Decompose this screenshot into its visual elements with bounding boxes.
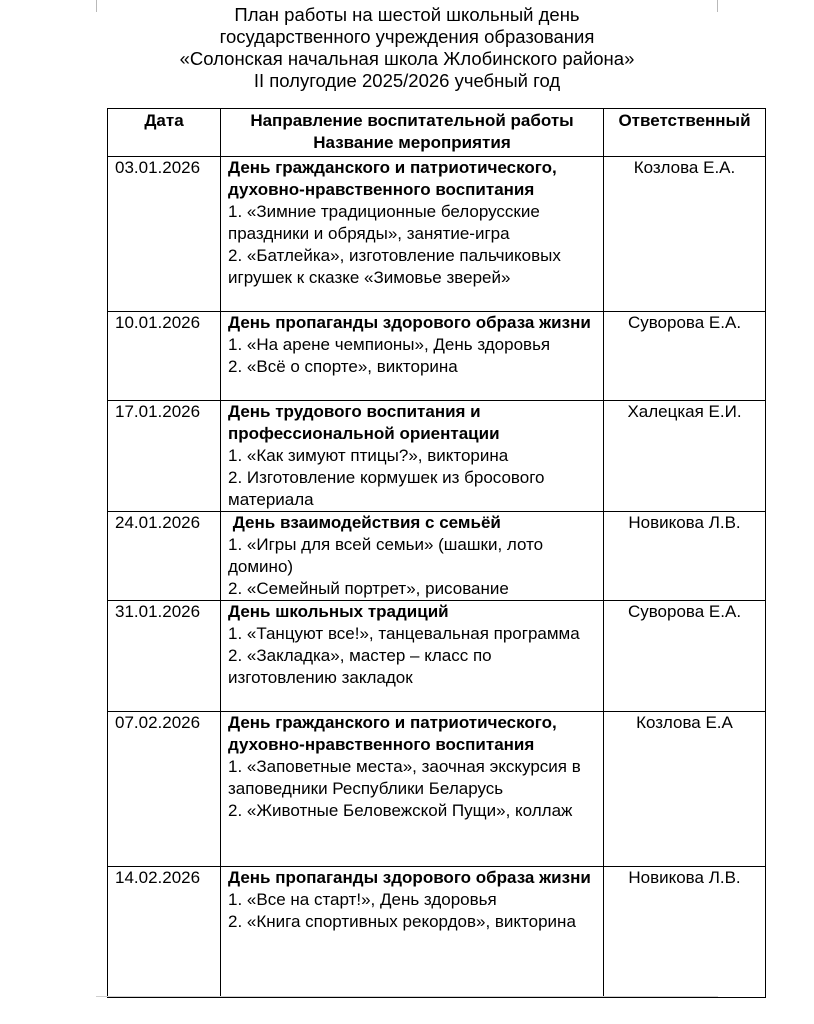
event-item: 2. «Животные Беловежской Пущи», коллаж — [228, 801, 573, 820]
event-direction: День пропаганды здорового образа жизни — [228, 868, 591, 887]
title-line-3: «Солонская начальная школа Жлобинского района» — [179, 48, 635, 69]
cell-event — [221, 867, 604, 998]
title-line-2: государственного учреждения образования — [219, 26, 595, 47]
event-item: 2. «Семейный портрет», рисование — [228, 579, 509, 598]
cell-event — [221, 157, 604, 312]
table-row — [108, 601, 766, 712]
event-item: 2. «Закладка», мастер – класс по изготовлению закладок — [228, 646, 492, 687]
table-header-row — [108, 109, 766, 157]
cell-event — [221, 401, 604, 512]
cell-event — [221, 601, 604, 712]
cell-responsible: Халецкая Е.И. — [604, 401, 766, 512]
event-item: 1. «Как зимуют птицы?», викторина — [228, 446, 509, 465]
event-direction: День взаимодействия с семьёй — [228, 513, 501, 532]
cell-responsible: Суворова Е.А. — [604, 601, 766, 712]
event-item: 1. «На арене чемпионы», День здоровья — [228, 335, 551, 354]
table-row — [108, 512, 766, 601]
cell-event — [221, 512, 604, 601]
cell-date: 31.01.2026 — [108, 601, 221, 712]
page-margin-line-bottom — [96, 996, 718, 997]
event-direction: День трудового воспитания и профессиональной ориентации — [228, 402, 500, 443]
event-item: 1. «Все на старт!», День здоровья — [228, 890, 497, 909]
event-item: 1. «Заповетные места», заочная экскурсия в заповедники Республики Беларусь — [228, 757, 581, 798]
event-item: 2. Изготовление кормушек из бросового материала — [228, 468, 545, 509]
cell-responsible: Козлова Е.А — [604, 712, 766, 867]
table-row — [108, 712, 766, 867]
table-row — [108, 312, 766, 401]
header-responsible: Ответственный — [604, 109, 766, 157]
schedule-table — [107, 108, 766, 998]
event-item: 2. «Батлейка», изготовление пальчиковых игрушек к сказке «Зимовье зверей» — [228, 246, 561, 287]
title-line-4: II полугодие 2025/2026 учебный год — [253, 70, 561, 91]
header-event — [221, 109, 604, 157]
table-row — [108, 867, 766, 998]
event-item: 2. «Книга спортивных рекордов», викторина — [228, 912, 576, 931]
cell-responsible: Новикова Л.В. — [604, 512, 766, 601]
cell-date: 17.01.2026 — [108, 401, 221, 512]
title-line-1: План работы на шестой школьный день — [234, 4, 580, 25]
cell-responsible: Новикова Л.В. — [604, 867, 766, 998]
cell-date: 03.01.2026 — [108, 157, 221, 312]
event-direction: День гражданского и патриотического, духовно-нравственного воспитания — [228, 713, 557, 754]
table-row — [108, 401, 766, 512]
event-item: 1. «Танцуют все!», танцевальная программа — [228, 624, 580, 643]
cell-event — [221, 712, 604, 867]
cell-date: 10.01.2026 — [108, 312, 221, 401]
table-row — [108, 157, 766, 312]
event-item: 1. «Игры для всей семьи» (шашки, лото домино) — [228, 535, 544, 576]
event-item: 1. «Зимние традиционные белорусские праздники и обряды», занятие-игра — [228, 202, 540, 243]
document-title — [0, 4, 814, 92]
cell-date: 14.02.2026 — [108, 867, 221, 998]
cell-responsible: Суворова Е.А. — [604, 312, 766, 401]
cell-date: 07.02.2026 — [108, 712, 221, 867]
header-event-line-1: Направление воспитательной работы — [250, 111, 574, 130]
event-direction: День гражданского и патриотического, духовно-нравственного воспитания — [228, 158, 557, 199]
cell-responsible: Козлова Е.А. — [604, 157, 766, 312]
event-item: 2. «Всё о спорте», викторина — [228, 357, 458, 376]
event-direction: День школьных традиций — [228, 602, 449, 621]
cell-date: 24.01.2026 — [108, 512, 221, 601]
header-date: Дата — [108, 109, 221, 157]
event-direction: День пропаганды здорового образа жизни — [228, 313, 591, 332]
cell-event — [221, 312, 604, 401]
header-event-line-2: Название мероприятия — [313, 133, 511, 152]
